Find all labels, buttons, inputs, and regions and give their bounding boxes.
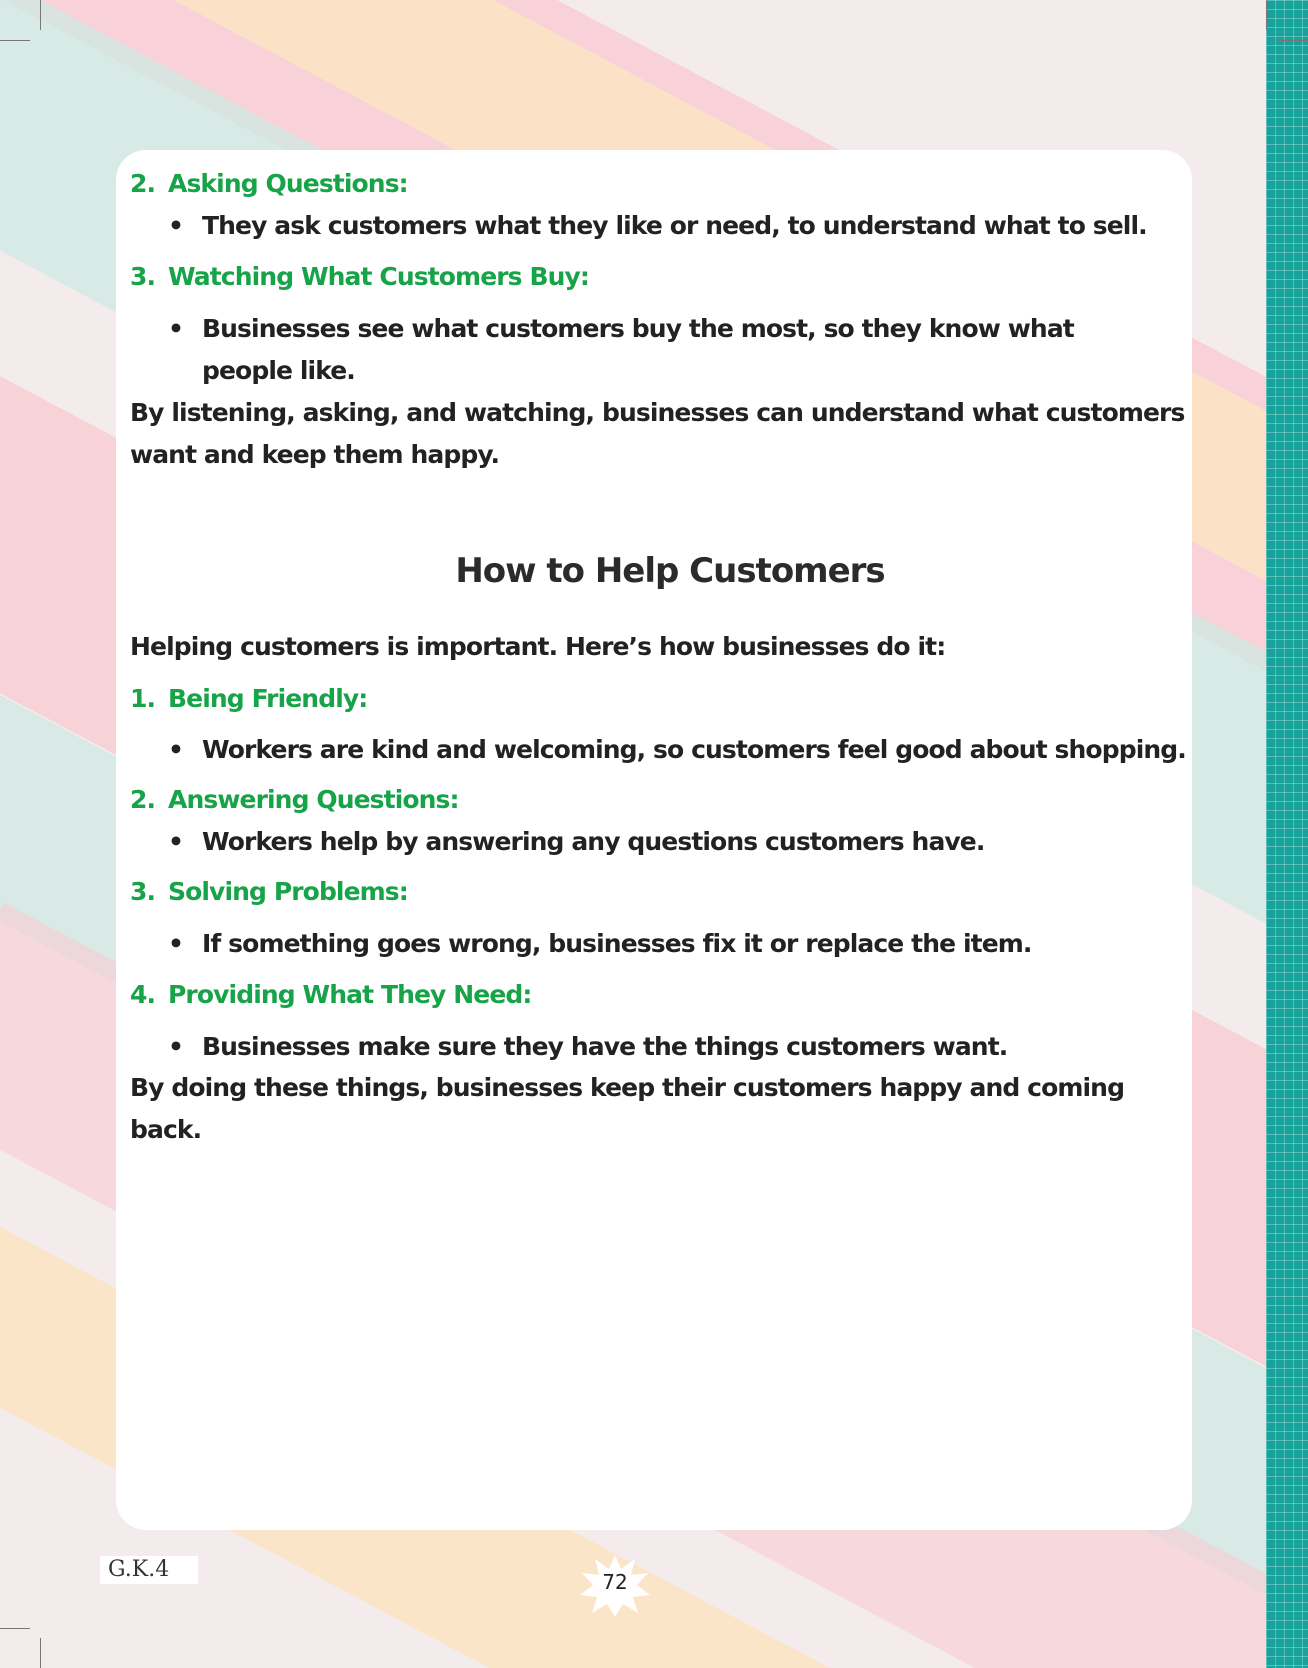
summary-paragraph: By listening, asking, and watching, businesses can understand what customers [130, 398, 1185, 427]
summary-paragraph: want and keep them happy. [130, 440, 500, 469]
crop-mark [40, 0, 41, 30]
summary-paragraph: back. [130, 1115, 202, 1144]
book-label: G.K.4 [100, 1556, 198, 1584]
crop-mark [40, 1638, 41, 1668]
page-number: 72 [602, 1570, 628, 1594]
list-heading: 2. Asking Questions: [130, 169, 408, 198]
list-heading: 2. Answering Questions: [130, 785, 459, 814]
crop-mark [1278, 40, 1308, 41]
list-heading: 4. Providing What They Need: [130, 980, 532, 1009]
list-heading: 3. Solving Problems: [130, 877, 408, 906]
crop-mark [0, 1628, 30, 1629]
crop-mark [1266, 0, 1267, 30]
crop-mark [0, 40, 30, 41]
list-heading: 3. Watching What Customers Buy: [130, 262, 590, 291]
grid-edge-strip [1266, 0, 1308, 1668]
summary-paragraph: By doing these things, businesses keep their customers happy and coming [130, 1073, 1125, 1102]
list-heading: 1. Being Friendly: [130, 684, 368, 713]
section-title: How to Help Customers [455, 551, 885, 591]
intro-paragraph: Helping customers is important. Here’s how businesses do it: [130, 632, 946, 661]
